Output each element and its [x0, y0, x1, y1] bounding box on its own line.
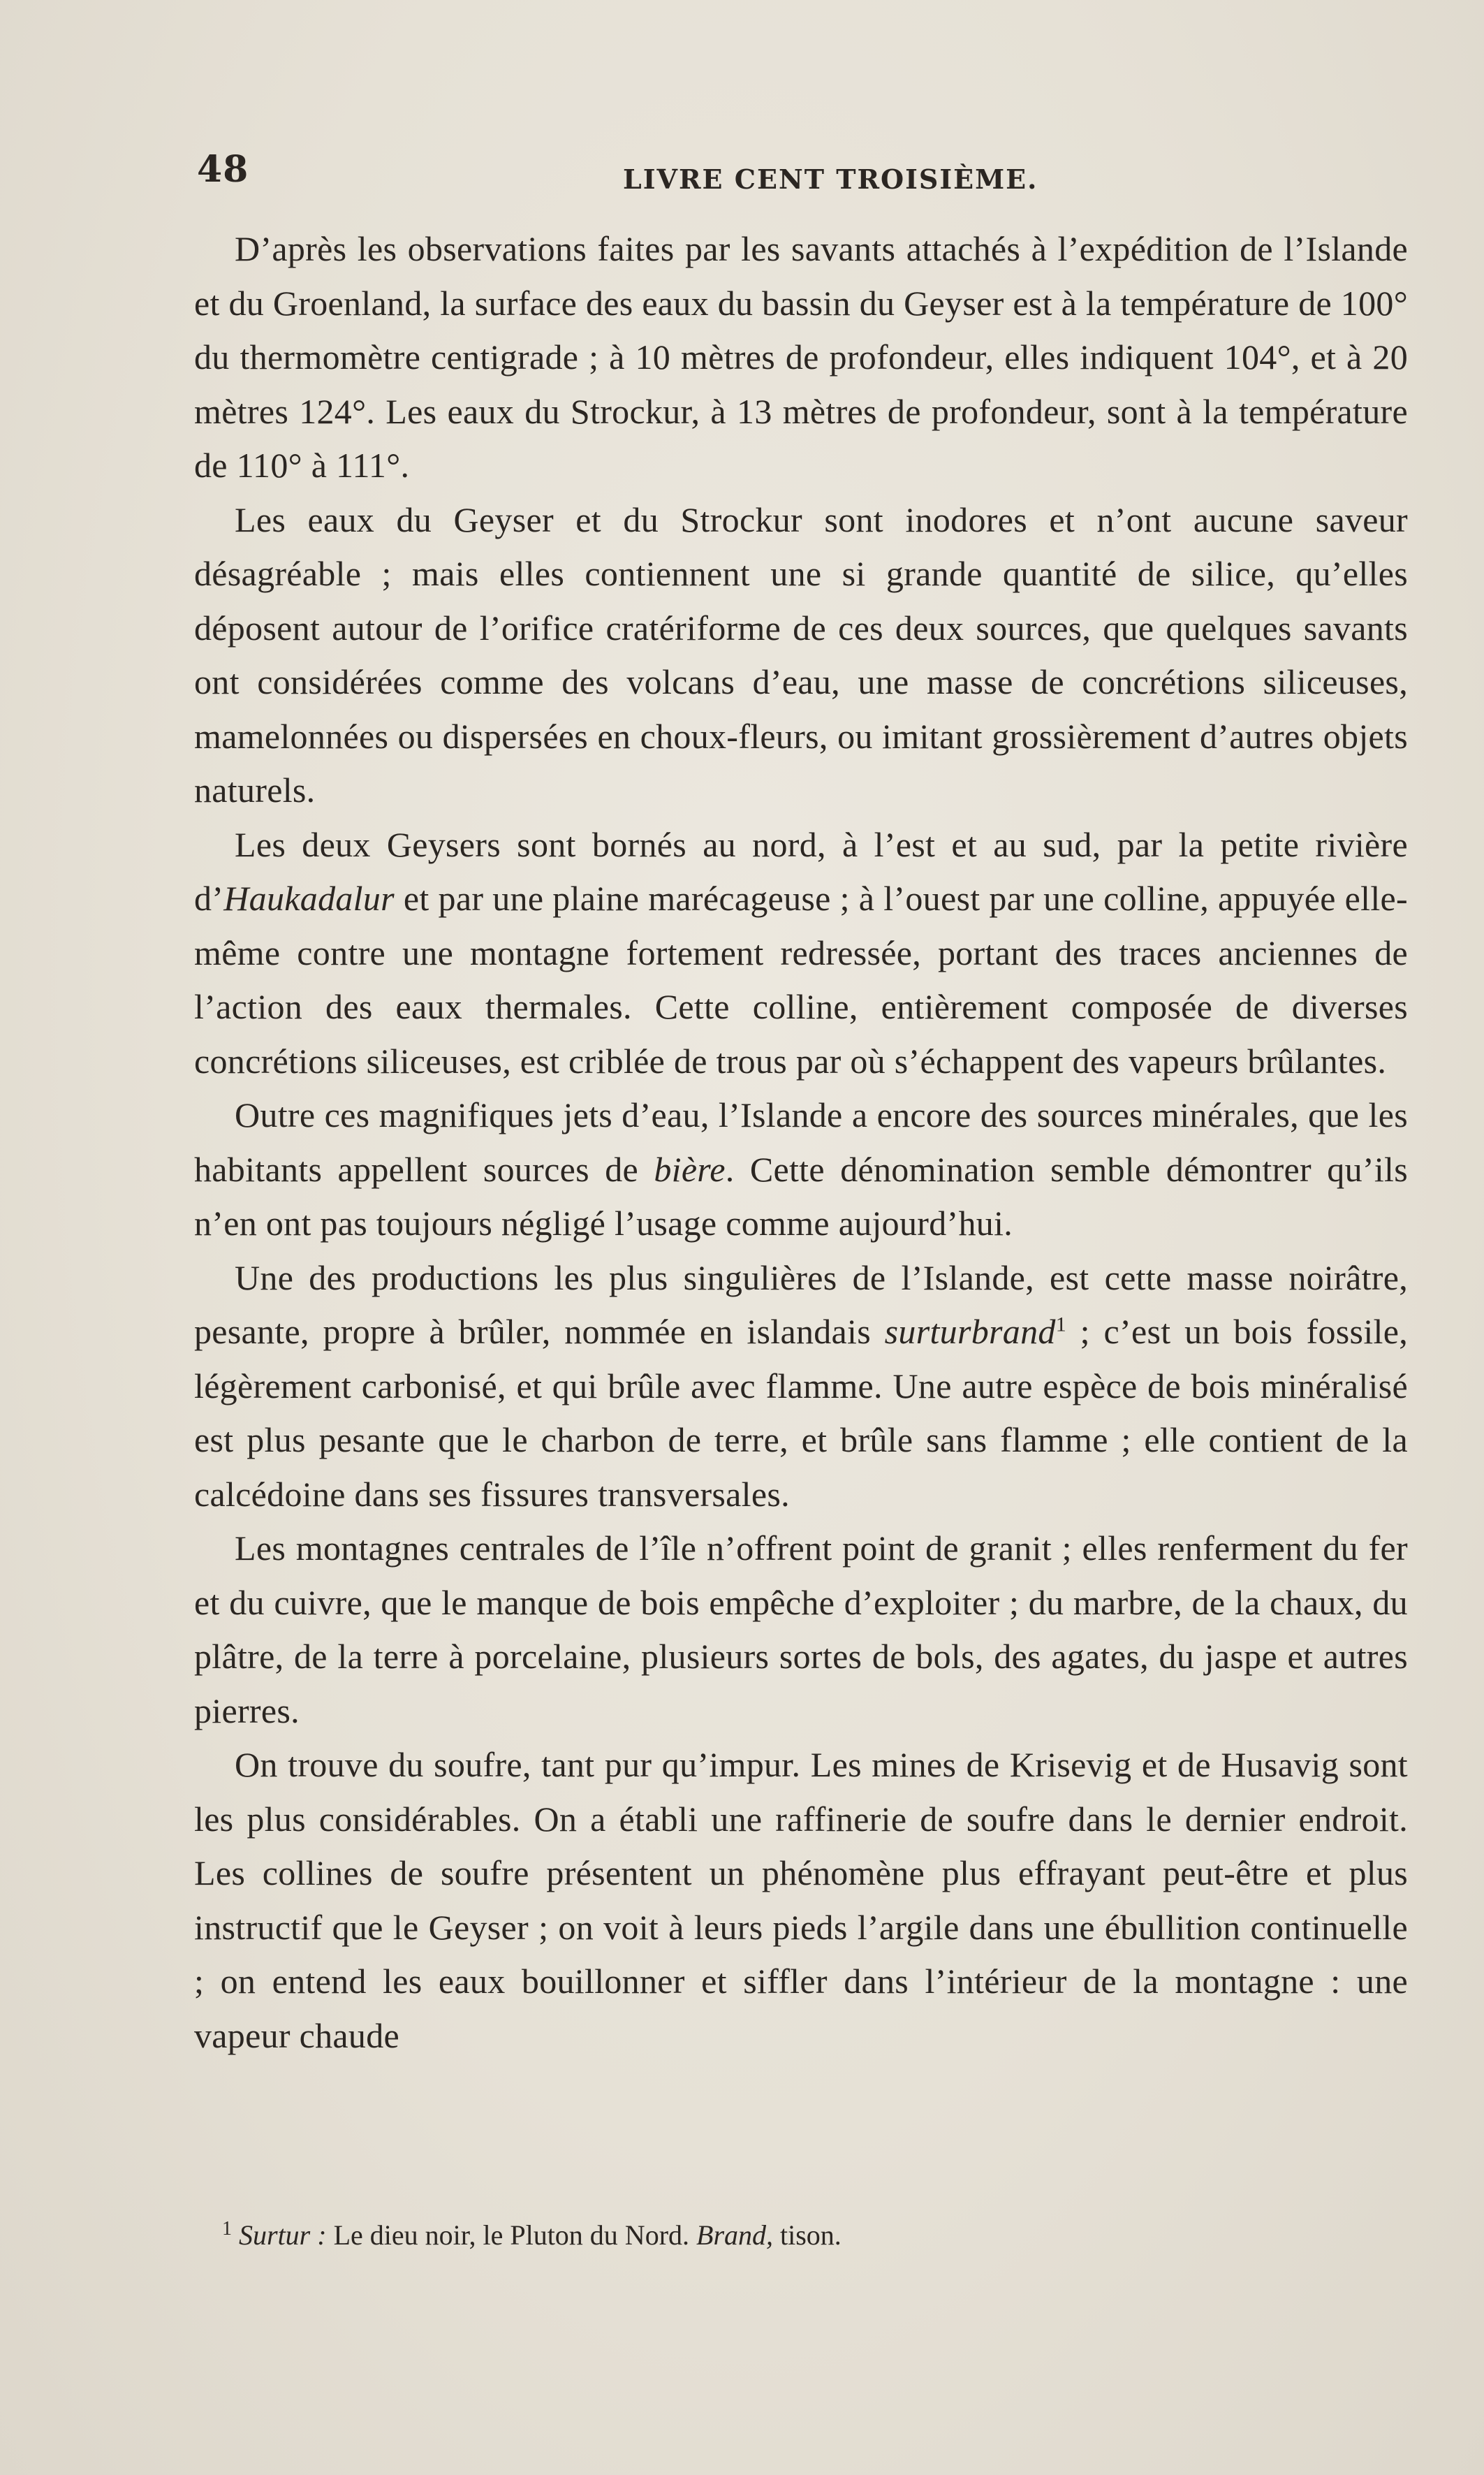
paragraph-central-mountains: Les montagnes centrales de l’île n’offrent point de granit ; elles renferment du fer et du cuivre, que le manque de bois empêche d’exploiter ; du marbre, de la chaux, du plâtre, de la terre à porcelaine, plusieurs sortes de bols, des agates, du jaspe et autres pierres. [194, 1528, 1408, 1730]
paragraph-geyser-surroundings [194, 818, 1408, 1089]
italic-term-biere: bière [654, 1149, 726, 1189]
footnote [222, 2218, 1409, 2253]
footnote-term-brand: Brand, [696, 2219, 774, 2251]
body-text [194, 222, 1408, 2063]
footnote-term-surtur: Surtur : [239, 2219, 327, 2251]
paragraph-text: Les deux Geysers sont bornés au nord, à l’est et au sud, par la petite rivière d’ [194, 824, 1408, 918]
paragraph-silica-deposits: Les eaux du Geyser et du Strockur sont inodores et n’ont aucune saveur désagréable ; mais elles contiennent une si grande quantité de silice, qu’elles déposent autour de l’orifice cratériforme de ces deux sources, que quelques savants ont considérées comme des volcans d’eau, une masse de concrétions siliceuses, mamelonnées ou dispersées en choux-fleurs, ou imitant grossièrement d’autres objets naturels. [194, 499, 1408, 810]
running-title: LIVRE CENT TROISIÈME. [623, 163, 1038, 195]
paragraph-text: et par une plaine marécageuse ; à l’ouest par une colline, appuyée elle-même contre une montagne fortement redressée, portant des traces anciennes de l’action des eaux thermales. Cette colline, entièrement composée de diverses concrétions siliceuses, est criblée de trous par où s’échappent des vapeurs brûlantes. [194, 879, 1408, 1081]
paragraph-text: Outre ces magnifiques jets d’eau, l’Islande a encore des sources minérales, que les habitants appellent sources de [194, 1095, 1408, 1189]
italic-term-haukadalur: Haukadalur [223, 879, 395, 918]
footnote-marker: 1 [222, 2217, 232, 2240]
page-header [197, 148, 1405, 195]
paragraph-sulphur: On trouve du soufre, tant pur qu’impur. Les mines de Krisevig et de Husavig sont les plus considérables. On a établi une raffinerie de soufre dans le dernier endroit. Les collines de soufre présentent un phénomène plus effrayant peut-être et plus instructif que le Geyser ; on voit à leurs pieds l’argile dans une ébullition continuelle ; on entend les eaux bouillonner et siffler dans l’intérieur de la montagne : une vapeur chaude [194, 1745, 1408, 2055]
paragraph-beer-springs [194, 1088, 1408, 1251]
paragraph-text: ; c’est un bois fossile, légèrement carbonisé, et qui brûle avec flamme. Une autre espèce de bois minéralisé est plus pesante que le charbon de terre, et brûle sans flamme ; elle contient de la calcédoine dans ses fissures transversales. [194, 1312, 1408, 1514]
paragraph-surturbrand [194, 1251, 1408, 1522]
italic-term-surturbrand: surturbrand [884, 1312, 1056, 1351]
footnote-text-end: tison. [773, 2219, 842, 2251]
paragraph-text: . Cette dénomination semble démontrer qu’ils n’en ont pas toujours négligé l’usage comme aujourd’hui. [194, 1149, 1409, 1243]
footnote-text: Le dieu noir, le Pluton du Nord. [326, 2219, 697, 2251]
paragraph-text: Une des productions les plus singulières de l’Islande, est cette masse noirâtre, pesante, propre à brûler, nommée en islandais [194, 1257, 1408, 1351]
footnote-reference[interactable]: 1 [1055, 1313, 1067, 1336]
paragraph-geyser-temperatures: D’après les observations faites par les savants attachés à l’expédition de l’Islande et du Groenland, la surface des eaux du bassin du Geyser est à la température de 100° du thermomètre centigrade ; à 10 mètres de profondeur, elles indiquent 104°, et à 20 mètres 124°. Les eaux du Strockur, à 13 mètres de profondeur, sont à la température de 110° à 111°. [194, 229, 1408, 485]
page-number: 48 [197, 148, 249, 191]
